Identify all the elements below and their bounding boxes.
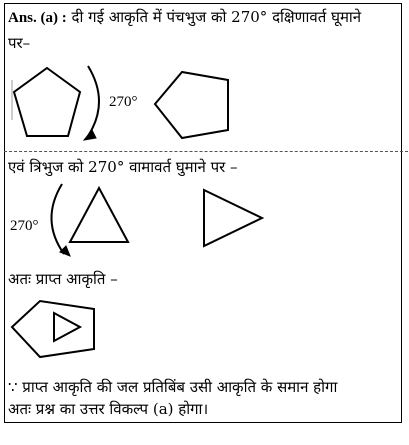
result-text: अतः प्राप्त आकृति –	[8, 270, 118, 288]
conclusion-line-2: अतः प्रश्न का उत्तर विकल्प (a) होगा।	[8, 400, 209, 418]
angle-label-2: 270°	[10, 218, 39, 234]
anticlockwise-arrow	[51, 184, 64, 254]
answer-line-1	[8, 8, 361, 27]
original-triangle	[70, 188, 128, 242]
triangle-rotation-figure	[0, 180, 280, 260]
pentagon-rotation-figure	[0, 60, 260, 150]
answer-label: Ans. (a) :	[8, 10, 67, 26]
rotated-pentagon	[155, 72, 228, 138]
rotated-triangle	[204, 190, 262, 246]
step2-text: एवं त्रिभुज को 270° वामावर्त घुमाने पर –	[8, 158, 238, 176]
original-pentagon	[14, 68, 80, 136]
anticlockwise-arrowhead	[60, 246, 70, 256]
conclusion-line-1: ∵ प्राप्त आकृति की जल प्रतिबिंब उसी आकृति के समान होगा	[8, 378, 338, 396]
clockwise-arrow	[88, 66, 99, 136]
resultant-figure	[0, 295, 130, 365]
answer-line-2: पर–	[8, 34, 31, 52]
answer-text-1: दी गई आकृति में पंचभुज को 270° दक्षिणावर्त घूमाने	[71, 8, 362, 26]
angle-label-1: 270°	[109, 94, 138, 110]
result-triangle	[54, 313, 80, 341]
divider-line	[4, 151, 408, 152]
